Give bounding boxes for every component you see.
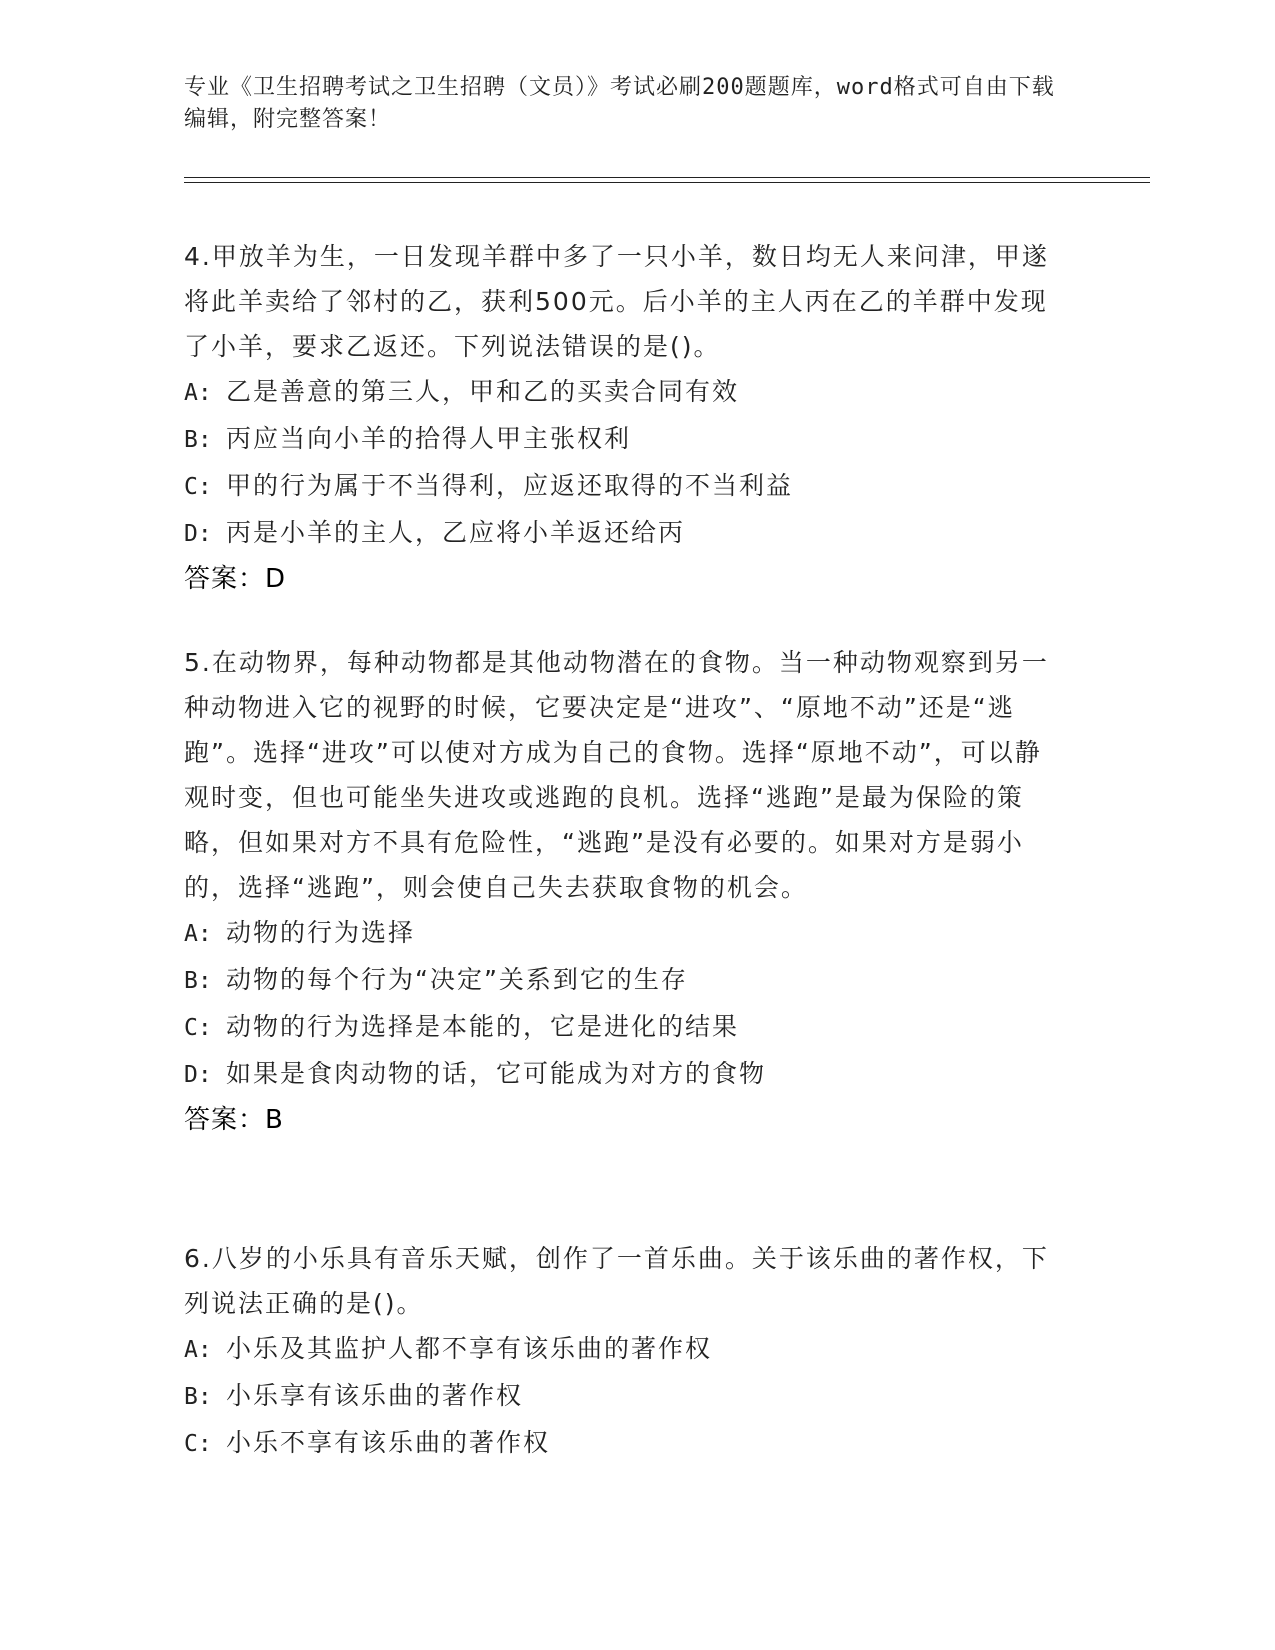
answer-line: 答案：B [184,1105,284,1135]
document-header: 专业《卫生招聘考试之卫生招聘（文员）》考试必刷200题题库，word格式可自由下载编辑，附完整答案！ [184,75,1055,132]
header-divider-bottom [184,182,1150,183]
option-letter: C: [184,1431,212,1457]
option-b [184,416,1064,463]
option-text: 小乐享有该乐曲的著作权 [226,1381,524,1410]
option-text: 丙是小羊的主人，乙应将小羊返还给丙 [226,518,686,547]
option-text: 如果是食肉动物的话，它可能成为对方的食物 [226,1059,767,1088]
question-stem: 5.在动物界，每种动物都是其他动物潜在的食物。当一种动物观察到另一种动物进入它的视野的时候，它要决定是“进攻”、“原地不动”还是“逃跑”。选择“进攻”可以使对方成为自己的食物。选择“原地不动”，可以静观时变，但也可能坐失进攻或逃跑的良机。选择“逃跑”是最为保险的策略，但如果对方不具有危险性，“逃跑”是没有必要的。如果对方是弱小的，选择“逃跑”，则会使自己失去获取食物的机会。 [184,648,1049,902]
question-stem: 6.八岁的小乐具有音乐天赋，创作了一首乐曲。关于该乐曲的著作权，下列说法正确的是()。 [184,1244,1049,1318]
option-a [184,1326,1064,1373]
option-text: 乙是善意的第三人，甲和乙的买卖合同有效 [226,377,740,406]
option-c [184,1420,1064,1467]
option-letter: D: [184,1062,212,1088]
option-letter: A: [184,921,212,947]
option-c [184,1004,1064,1051]
question-stem: 4.甲放羊为生，一日发现羊群中多了一只小羊，数日均无人来问津，甲遂将此羊卖给了邻村的乙，获利500元。后小羊的主人丙在乙的羊群中发现了小羊，要求乙返还。下列说法错误的是()。 [184,242,1049,361]
answer-line: 答案：D [184,564,287,594]
option-letter: A: [184,1337,212,1363]
question-6 [184,1236,1064,1467]
option-letter: C: [184,1015,212,1041]
option-text: 甲的行为属于不当得利，应返还取得的不当利益 [226,471,794,500]
option-b [184,1373,1064,1420]
option-text: 小乐不享有该乐曲的著作权 [226,1428,551,1457]
header-divider-top [184,177,1150,178]
option-d [184,1051,1064,1098]
option-text: 小乐及其监护人都不享有该乐曲的著作权 [226,1334,713,1363]
option-letter: A: [184,380,212,406]
option-text: 动物的行为选择是本能的，它是进化的结果 [226,1012,740,1041]
option-text: 丙应当向小羊的拾得人甲主张权利 [226,424,632,453]
option-b [184,957,1064,1004]
option-d [184,510,1064,557]
question-4 [184,234,1064,602]
option-c [184,463,1064,510]
option-letter: D: [184,521,212,547]
question-5 [184,640,1064,1143]
option-a [184,369,1064,416]
option-letter: B: [184,968,212,994]
option-text: 动物的行为选择 [226,918,416,947]
option-letter: C: [184,474,212,500]
option-a [184,910,1064,957]
option-letter: B: [184,427,212,453]
option-letter: B: [184,1384,212,1410]
option-text: 动物的每个行为“决定”关系到它的生存 [226,965,688,994]
